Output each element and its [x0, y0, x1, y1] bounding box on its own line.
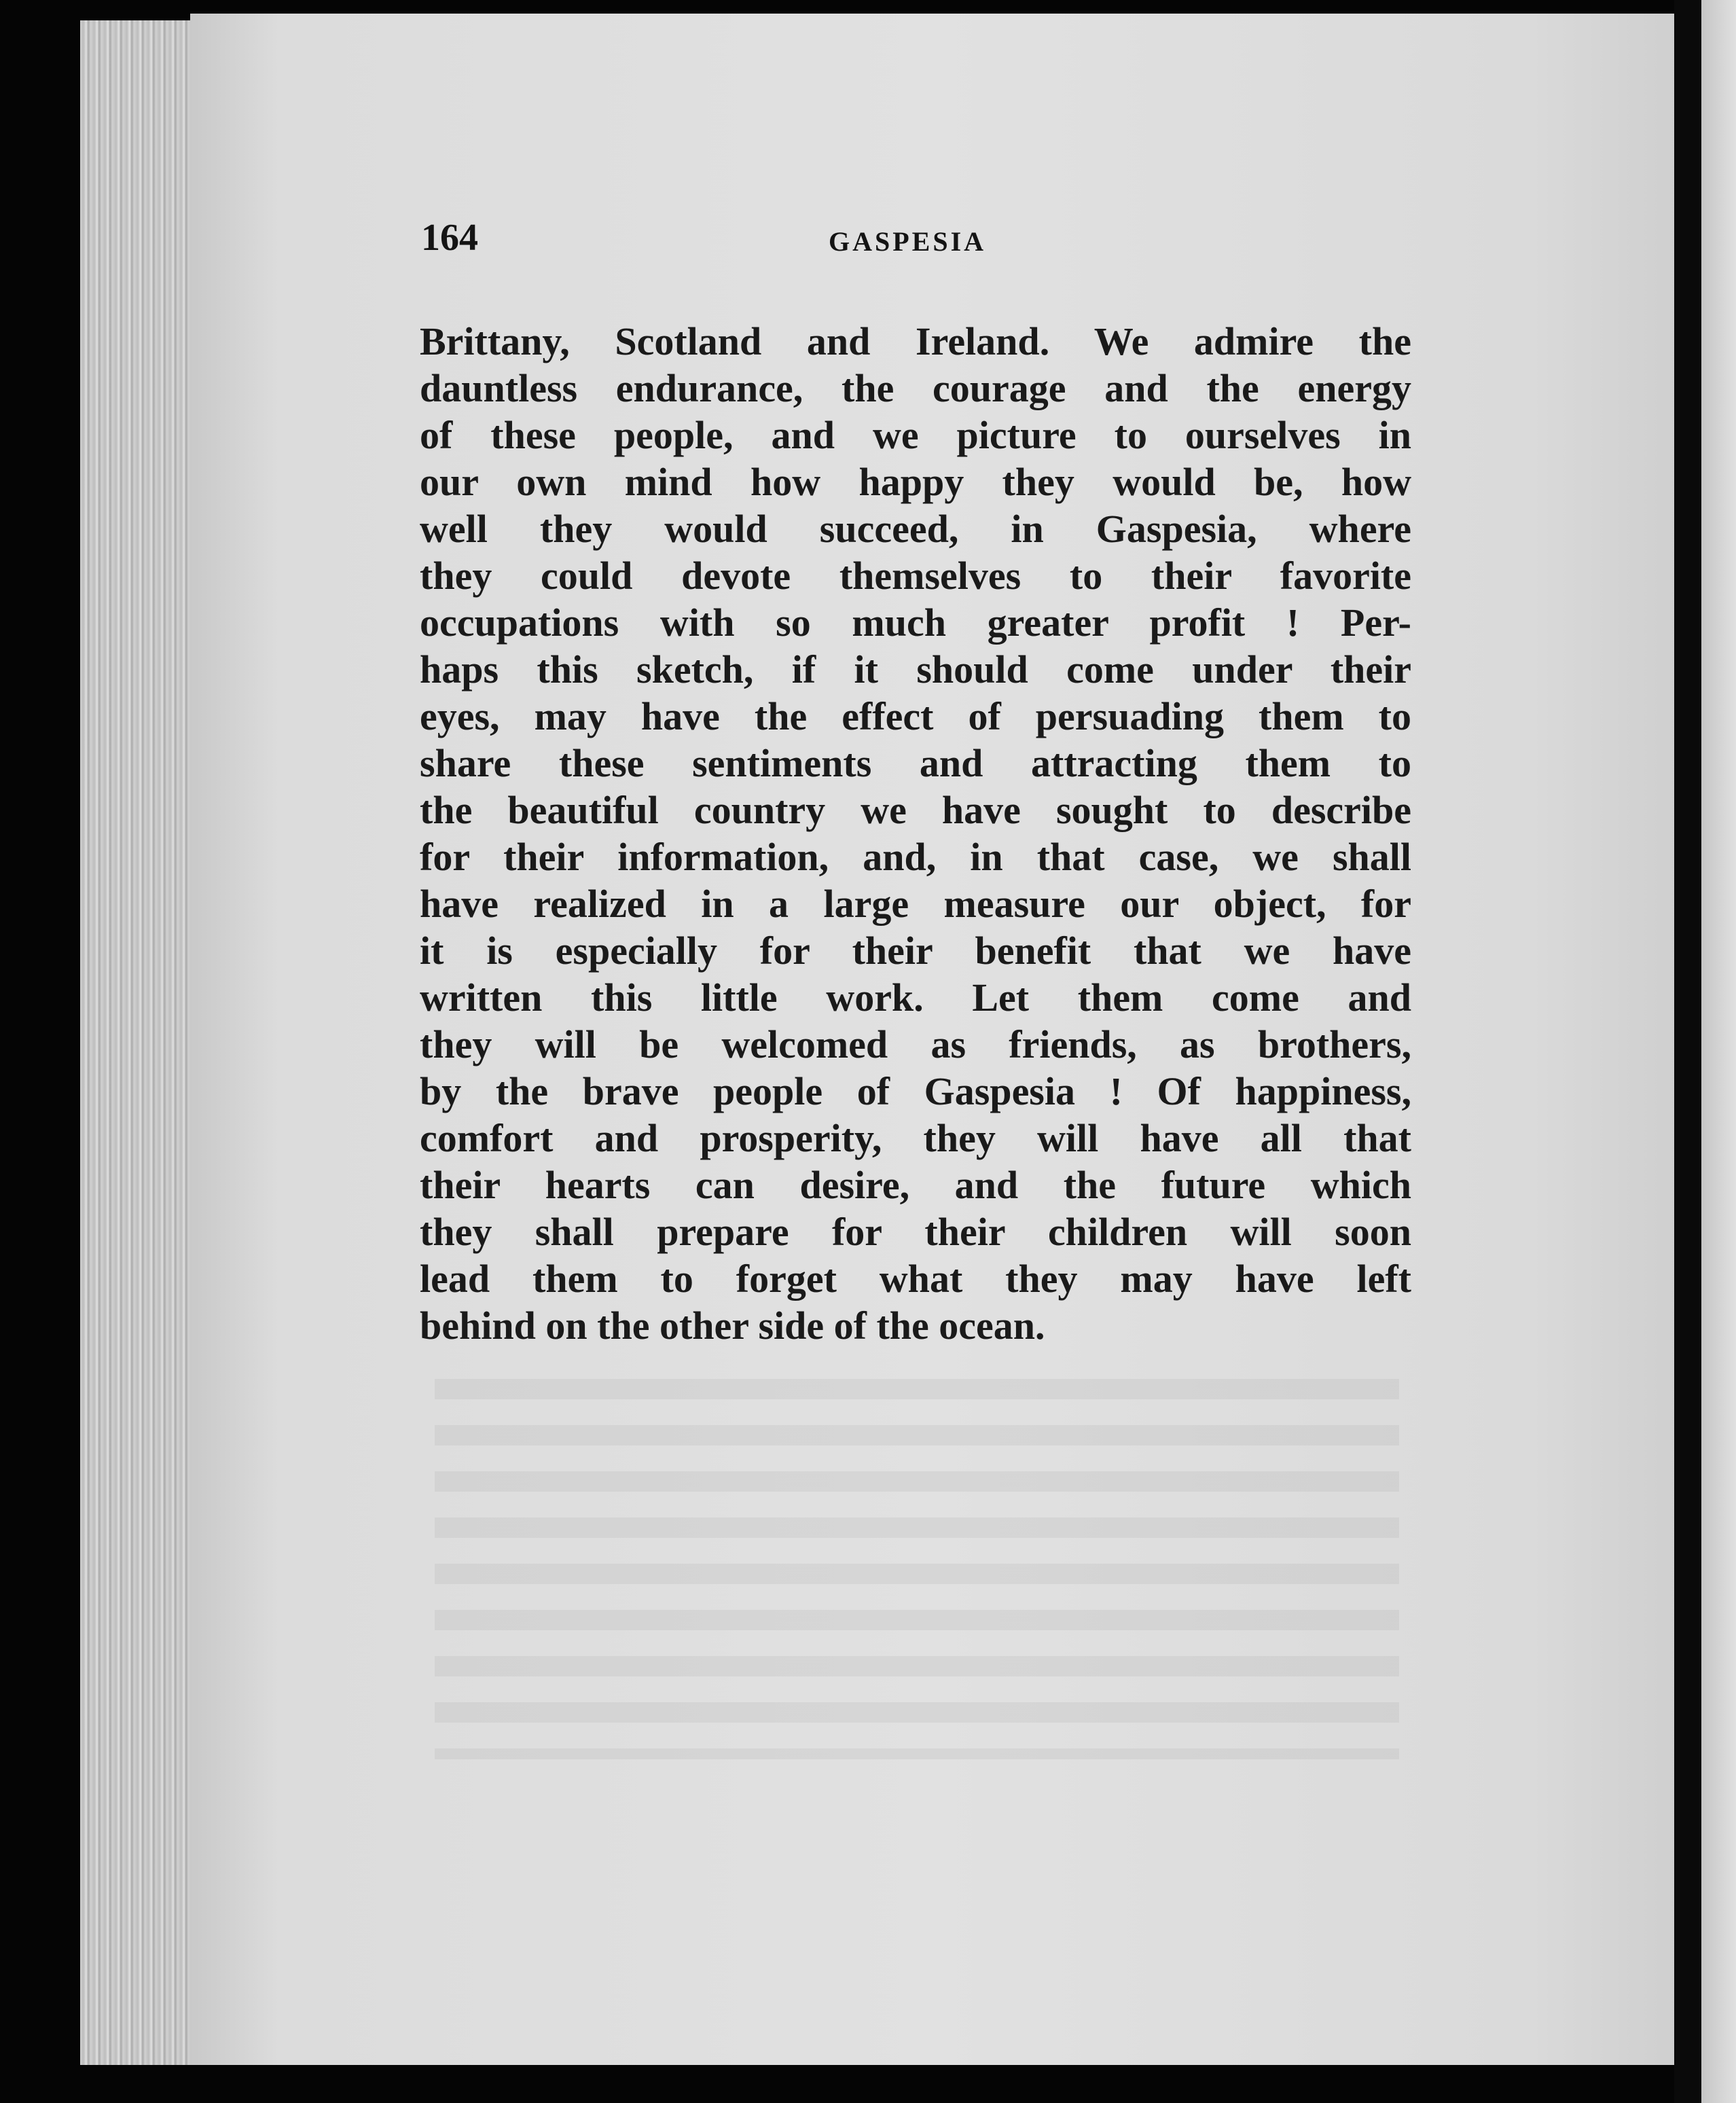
page-edges: [80, 20, 196, 2065]
text-line: Brittany, Scotland and Ireland. We admire the: [420, 319, 1411, 363]
text-line: lead them to forget what they may have left: [420, 1257, 1411, 1301]
text-line: comfort and prosperity, they will have all that: [420, 1116, 1411, 1160]
text-line: have realized in a large measure our object, for: [420, 882, 1411, 926]
body-text: [420, 318, 1411, 1349]
text-line: they shall prepare for their children will soon: [420, 1210, 1411, 1254]
text-line: occupations with so much greater profit ! Per-: [420, 600, 1411, 645]
text-line: eyes, may have the effect of persuading them to: [420, 694, 1411, 738]
text-line: written this little work. Let them come and: [420, 975, 1411, 1020]
text-line: it is especially for their benefit that we have: [420, 929, 1411, 973]
running-head: [421, 216, 1392, 270]
text-line: they could devote themselves to their favorite: [420, 554, 1411, 598]
text-line: they will be welcomed as friends, as brothers,: [420, 1022, 1411, 1066]
page-number: 164: [421, 217, 478, 259]
text-line: share these sentiments and attracting them to: [420, 741, 1411, 785]
facing-page-edge: [1701, 0, 1736, 2103]
text-line: of these people, and we picture to ourselves in: [420, 413, 1411, 457]
book-gutter: [1674, 0, 1701, 2103]
text-line: dauntless endurance, the courage and the energy: [420, 366, 1411, 410]
text-line: the beautiful country we have sought to describe: [420, 788, 1411, 832]
text-line: their hearts can desire, and the future which: [420, 1163, 1411, 1207]
text-line: well they would succeed, in Gaspesia, where: [420, 507, 1411, 551]
text-line: for their information, and, in that case, we shall: [420, 835, 1411, 879]
text-line: by the brave people of Gaspesia ! Of happiness,: [420, 1069, 1411, 1113]
bleed-through-text: [435, 1379, 1399, 1759]
text-line: our own mind how happy they would be, how: [420, 460, 1411, 504]
running-title: GASPESIA: [829, 226, 987, 257]
text-line: behind on the other side of the ocean.: [420, 1304, 1045, 1348]
text-line: haps this sketch, if it should come under their: [420, 647, 1411, 691]
